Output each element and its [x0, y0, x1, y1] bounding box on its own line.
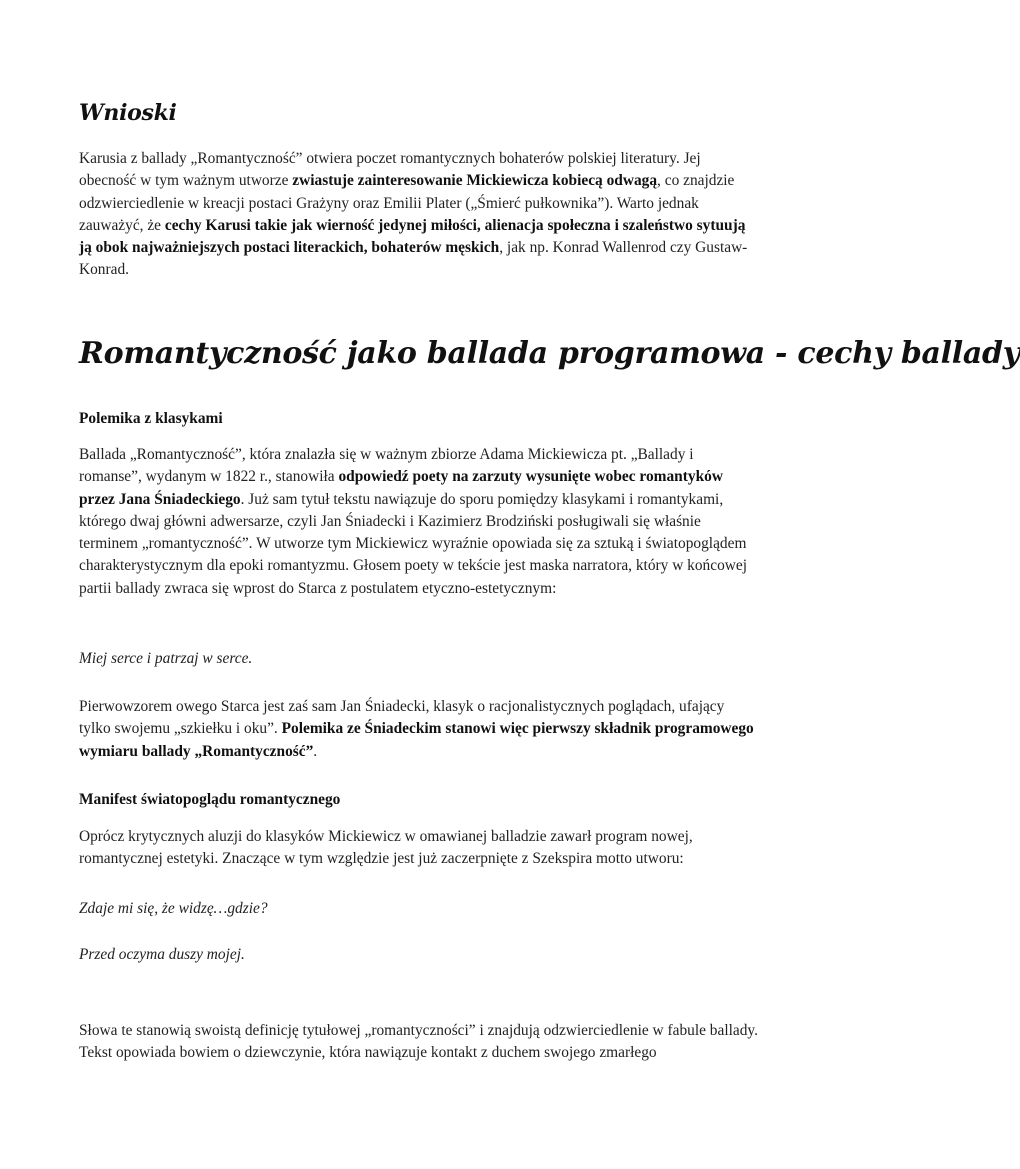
bold-run: odpowiedź poety na zarzuty wysunięte wobec romantyków przez Jana Śniadeckiego: [79, 468, 723, 508]
subheading-polemika: Polemika z klasykami: [79, 410, 223, 427]
paragraph-manifest: Oprócz krytycznych aluzji do klasyków Mickiewicz w omawianej balladzie zawarł program nowej, romantycznej estetyki. Znaczące w tym względzie jest już zaczerpnięte z Szekspira motto utworu:: [79, 828, 693, 868]
paragraph-pierwowzor: [79, 696, 759, 763]
text-run: Pierwowzorem owego Starca jest zaś sam Jan Śniadecki, klasyk o racjonalistycznych poglądach, ufający tylko swojemu „szkiełku i oku”.: [79, 698, 725, 738]
heading-romantycznosc: Romantyczność jako ballada programowa - cechy ballady: [79, 336, 1020, 371]
bold-run: zwiastuje zainteresowanie Mickiewicza kobiecą odwagą: [292, 172, 658, 190]
quote-miej-serce: Miej serce i patrzaj w serce.: [79, 650, 253, 667]
text-run: . Już sam tytuł tekstu nawiązuje do sporu pomiędzy klasykami i romantykami, którego dwaj główni adwersarze, czyli Jan Śniadecki i Kazimierz Brodziński posługiwali się właśnie terminem „romantyczność”. W utworze tym Mickiewicz wyraźnie opowiada się za sztuką i światopoglądem charakterystycznym dla epoki romantyzmu. Głosem poety w tekście jest maska narratora, który w końcowej partii ballady zwraca się wprost do Starca z postulatem etyczno-estetycznym:: [79, 490, 747, 597]
subheading-manifest: Manifest światopoglądu romantycznego: [79, 791, 341, 808]
paragraph-wnioski: [79, 148, 759, 282]
text-run: Ballada „Romantyczność”, która znalazła się w ważnym zbiorze Adama Mickiewicza pt. „Ballady i romanse”, wydanym w 1822 r., stanowiła: [79, 446, 694, 486]
bold-run: cechy Karusi takie jak wierność jedynej miłości, alienacja społeczna i szaleństwo sytuują ją obok najważniejszych postaci literackich, bohaterów męskich: [79, 216, 746, 257]
text-run: , co znajdzie odzwierciedlenie w kreacji postaci Grażyny oraz Emilii Plater („Śmierć pułkownika”). Warto jednak zauważyć, że: [79, 172, 735, 234]
bold-run: Polemika ze Śniadeckim stanowi więc pierwszy składnik programowego wymiaru ballady „Romantyczność”: [79, 720, 754, 760]
text-run: Karusia z ballady „Romantyczność” otwiera poczet romantycznych bohaterów polskiej literatury. Jej obecność w tym ważnym utworze: [79, 150, 701, 190]
text-run: , jak np. Konrad Wallenrod czy Gustaw-Konrad.: [79, 239, 748, 279]
quote-przed-oczyma: Przed oczyma duszy mojej.: [79, 946, 245, 963]
paragraph-polemika: [79, 444, 759, 600]
quote-zdaje-mi-sie: Zdaje mi się, że widzę…gdzie?: [79, 900, 268, 917]
text-run: .: [313, 742, 318, 760]
heading-wnioski: Wnioski: [79, 100, 177, 126]
paragraph-slowa: Słowa te stanowią swoistą definicję tytułowej „romantyczności” i znajdują odzwierciedlenie w fabule ballady. Tekst opowiada bowiem o dziewczynie, która nawiązuje kontakt z duchem swojego zmarłego: [79, 1022, 758, 1062]
